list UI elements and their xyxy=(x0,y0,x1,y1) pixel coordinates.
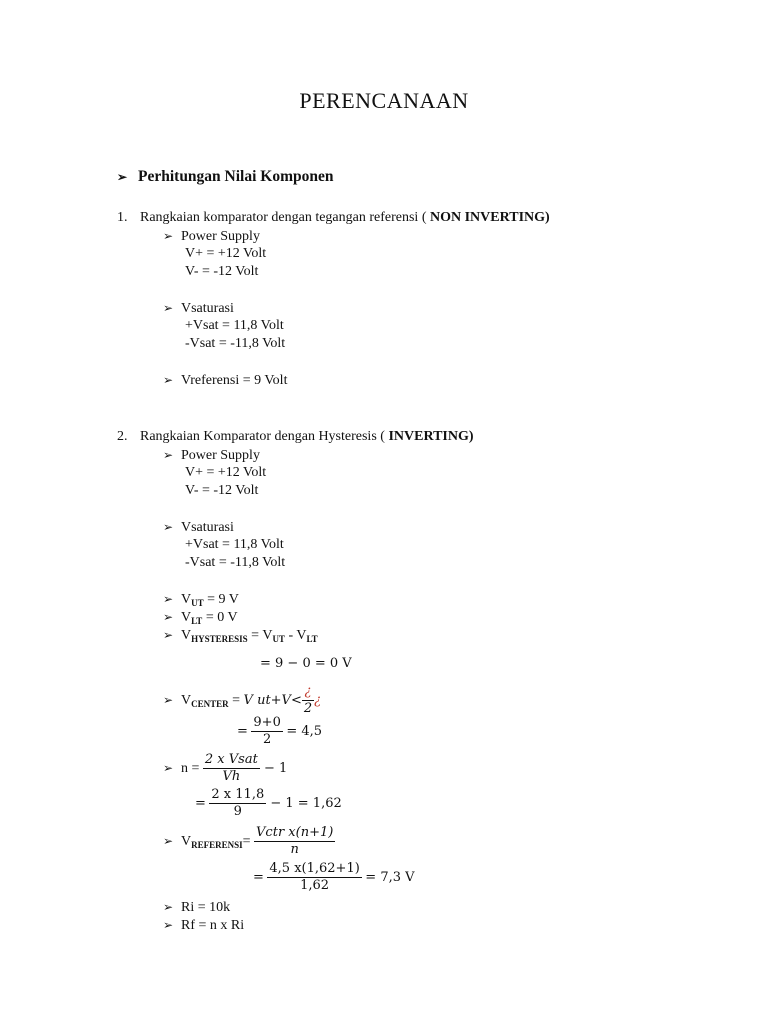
vreferensi-line xyxy=(163,824,335,862)
n-calc-fraction xyxy=(209,787,266,820)
arrow-bullet-icon: ➢ xyxy=(163,610,174,624)
item-1-number: 1. xyxy=(117,210,128,225)
arrow-bullet-icon: ➢ xyxy=(163,761,174,775)
vcenter-calc xyxy=(237,715,322,749)
n-tail: − 1 xyxy=(259,761,288,776)
vut-value: = 9 V xyxy=(203,592,239,607)
item-1-vsaturasi xyxy=(163,299,234,318)
vcenter-calc-result: = 4,5 xyxy=(286,724,323,739)
arrow-bullet-icon: ➢ xyxy=(163,900,174,914)
section-heading-text: Perhitungan Nilai Komponen xyxy=(138,168,334,185)
equals: = xyxy=(247,628,263,643)
item-1-heading xyxy=(140,209,550,227)
n-numerator: 2 x Vsat xyxy=(204,752,258,768)
n-calc-result: − 1 = 1,62 xyxy=(266,796,342,811)
arrow-bullet-icon: ➢ xyxy=(163,373,174,387)
v-symbol: V xyxy=(181,628,192,643)
arrow-bullet-icon: ➢ xyxy=(117,170,128,184)
v-symbol: V xyxy=(181,834,192,849)
item-2-heading xyxy=(140,428,474,446)
vcenter-calc-numerator: 9+0 xyxy=(253,715,281,731)
vref-fraction xyxy=(254,825,335,858)
v-symbol: V xyxy=(181,693,192,708)
vhysteresis-line xyxy=(163,626,318,648)
vplus-value: V+ = +12 Volt xyxy=(185,465,267,480)
vref-calc-fraction xyxy=(267,861,361,894)
n-calc-denominator: 9 xyxy=(233,804,242,820)
rf-value: Rf = n x Ri xyxy=(181,918,245,933)
vsaturasi-label: Vsaturasi xyxy=(181,520,234,535)
vsat-plus-value: +Vsat = 11,8 Volt xyxy=(185,318,284,333)
sub-lt: LT xyxy=(191,616,203,626)
equals: = xyxy=(237,724,248,739)
n-denominator: Vh xyxy=(222,769,241,785)
item-1-bold: NON INVERTING) xyxy=(430,210,550,225)
v-symbol: V xyxy=(262,628,273,643)
ri-value: Ri = 10k xyxy=(181,900,231,915)
vref-calc-denominator: 1,62 xyxy=(300,878,330,894)
vref-calc-numerator: 4,5 x(1,62+1) xyxy=(269,861,360,877)
vcenter-calc-denominator: 2 xyxy=(262,732,272,748)
item-1-vreferensi xyxy=(163,371,287,390)
v-symbol: V xyxy=(296,628,307,643)
n-calc xyxy=(195,787,342,821)
vref-calc xyxy=(253,861,415,895)
vref-denominator: n xyxy=(290,842,299,858)
vminus-value: V- = -12 Volt xyxy=(185,264,259,279)
vhysteresis-result: = 9 − 0 = 0 V xyxy=(260,656,352,671)
vcenter-tail: ¿ xyxy=(314,693,322,708)
vcenter-fraction xyxy=(302,684,314,717)
vsat-plus-value: +Vsat = 11,8 Volt xyxy=(185,537,284,552)
power-supply-label: Power Supply xyxy=(181,229,260,244)
vref-calc-result: = 7,3 V xyxy=(365,870,415,885)
vlt-value: = 0 V xyxy=(202,610,238,625)
n-label: n = xyxy=(181,761,203,776)
vcenter-numerator: ¿ xyxy=(302,684,314,701)
vreferensi-label: Vreferensi = 9 Volt xyxy=(181,373,288,388)
vref-numerator: Vctr x(n+1) xyxy=(256,825,334,841)
minus: - xyxy=(284,628,297,643)
power-supply-label: Power Supply xyxy=(181,448,260,463)
equals: = xyxy=(242,834,251,849)
page-title: PERENCANAAN xyxy=(299,88,469,113)
vminus-value: V- = -12 Volt xyxy=(185,483,259,498)
sub-ut: UT xyxy=(272,634,285,644)
sub-lt: LT xyxy=(306,634,318,644)
section-heading xyxy=(117,168,334,186)
equals: = xyxy=(253,870,264,885)
n-fraction xyxy=(203,752,260,785)
arrow-bullet-icon: ➢ xyxy=(163,301,174,315)
equals: = xyxy=(228,693,244,708)
vcenter-denominator: 2 xyxy=(303,701,313,717)
ri-line xyxy=(163,898,230,917)
arrow-bullet-icon: ➢ xyxy=(163,693,174,707)
vcenter-calc-fraction xyxy=(251,715,282,748)
item-2-vsaturasi xyxy=(163,518,234,537)
item-2-text: Rangkaian Komparator dengan Hysteresis ( xyxy=(140,429,389,444)
item-2-bold: INVERTING) xyxy=(388,429,474,444)
item-2-power-supply xyxy=(163,446,260,465)
arrow-bullet-icon: ➢ xyxy=(163,918,174,932)
vsat-minus-value: -Vsat = -11,8 Volt xyxy=(185,555,286,570)
v-symbol: V xyxy=(181,610,192,625)
v-symbol: V xyxy=(181,592,192,607)
arrow-bullet-icon: ➢ xyxy=(163,628,174,642)
arrow-bullet-icon: ➢ xyxy=(163,448,174,462)
vplus-value: V+ = +12 Volt xyxy=(185,246,267,261)
arrow-bullet-icon: ➢ xyxy=(163,592,174,606)
sub-referensi: REFERENSI xyxy=(191,840,243,850)
arrow-bullet-icon: ➢ xyxy=(163,229,174,243)
item-1-text: Rangkaian komparator dengan tegangan referensi ( xyxy=(140,210,430,225)
vcenter-expression: V ut+V< xyxy=(243,693,302,708)
item-1-power-supply xyxy=(163,227,260,246)
vsaturasi-label: Vsaturasi xyxy=(181,301,234,316)
arrow-bullet-icon: ➢ xyxy=(163,520,174,534)
sub-hysteresis: HYSTERESIS xyxy=(191,634,248,644)
sub-ut: UT xyxy=(191,598,204,608)
equals: = xyxy=(195,796,206,811)
arrow-bullet-icon: ➢ xyxy=(163,834,174,848)
item-2-number: 2. xyxy=(117,429,128,444)
sub-center: CENTER xyxy=(191,699,229,709)
n-calc-numerator: 2 x 11,8 xyxy=(211,787,265,803)
vsat-minus-value: -Vsat = -11,8 Volt xyxy=(185,336,286,351)
n-line xyxy=(163,751,287,786)
rf-line xyxy=(163,916,244,935)
